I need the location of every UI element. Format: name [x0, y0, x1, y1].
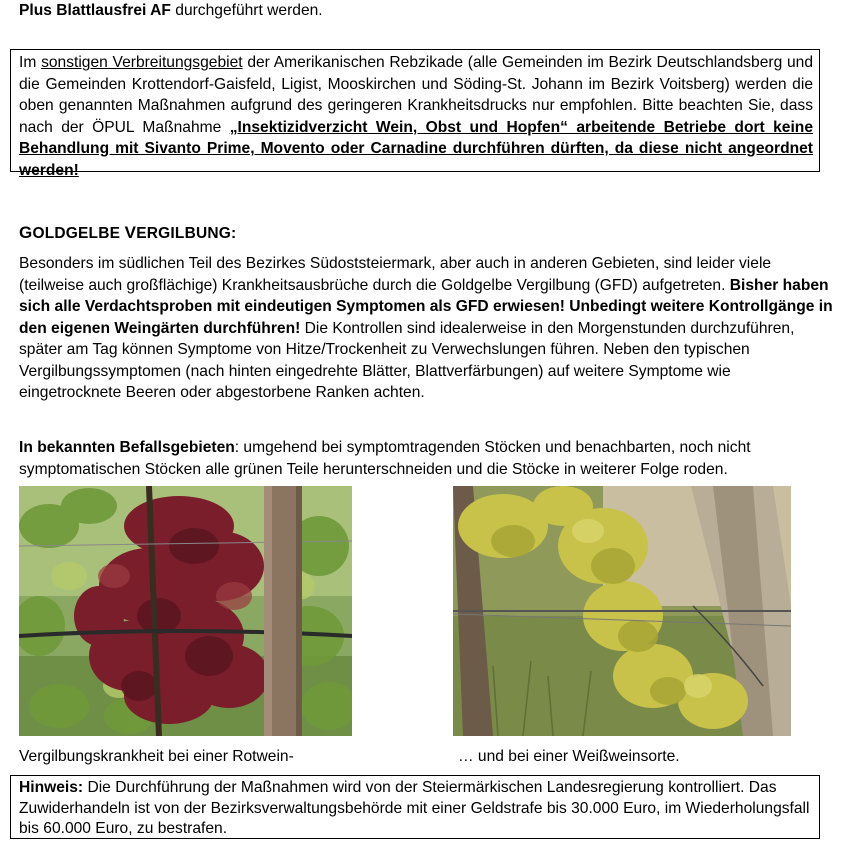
heading-cap-v: V [124, 223, 137, 242]
white-vine-illustration [453, 486, 791, 736]
notice-emphasis: „Insektizidverzicht Wein, Obst und Hopfen“ arbeitende Betriebe dort keine Behandlung mit Sivanto Prime, Movento oder Carnadine durchführen dürften, da diese nicht angeordnet werden! [19, 118, 813, 179]
para1-text-2: Die Kontrollen sind idealerweise in den Morgenstunden durchzuführen, später am Tag können Symptome von Hitze/Trockenheit zu Verwechslungen führen. Neben den typischen Vergilbungssymptomen (nach hinten eingedrehte Blätter, Blattverfärbungen) auf weitere Symptome wie eingetrocknete Beeren oder abgestorbene Ranken achten. [19, 319, 795, 401]
caption-red-wine: Vergilbungskrankheit bei einer Rotwein- [19, 748, 294, 765]
caption-white-wine: … und bei einer Weißweinsorte. [458, 748, 680, 765]
para1-text-1: Besonders im südlichen Teil des Bezirkes Südoststeiermark, aber auch in anderen Gebieten, sind leider viele (teilweise auch großflächige) Krankheitsausbrüche durch die Goldgelbe Vergilbung (GFD) aufgetreten. [19, 255, 772, 294]
enforcement-note-box [10, 775, 820, 839]
para2-bold-lead: In bekannten Befallsgebieten [19, 439, 235, 456]
heading-smallcaps-2: ERGILBUNG: [136, 225, 237, 242]
note-body: Die Durchführung der Maßnahmen wird von der Steiermärkischen Landesregierung kontrolliert. Das Zuwiderhandeln ist von der Bezirksverwaltungsbehörde mit einer Geldstrafe bis 30.000 Euro, im Wiederholungsfall bis 60.000 Euro, zu bestrafen. [19, 779, 810, 837]
product-name: Plus Blattlausfrei AF [19, 2, 171, 19]
notice-text-1: Im [19, 54, 42, 71]
continued-sentence [19, 0, 833, 22]
photo-red-wine-vine [19, 486, 352, 736]
distribution-area-notice-box [10, 49, 820, 179]
notice-underlined-term: sonstigen Verbreitungsgebiet [41, 54, 243, 71]
heading-smallcaps-1: OLDGELBE [32, 225, 125, 242]
sentence-end: durchgeführt werden. [170, 2, 323, 19]
heading-cap-g: G [19, 223, 33, 242]
section-heading-goldgelbe-vergilbung [19, 222, 833, 245]
paragraph-outbreaks [19, 253, 833, 404]
para1-bold-warning: Bisher haben sich alle Verdachtsproben mit eindeutigen Symptomen als GFD erwiesen! Unbedingt weitere Kontrollgänge in den eigenen Weingärten durchführen! [19, 276, 833, 337]
notice-text-2: der Amerikanischen Rebzikade (alle Gemeinden im Bezirk Deutschlandsberg und die Gemeinden Krottendorf-Gaisfeld, Ligist, Mooskirchen und Söding-St. Johann im Bezirk Voitsberg) werden die oben genannten Maßnahmen aufgrund des geringeren Krankheitsdrucks nur empfohlen. Bitte beachten Sie, dass nach der ÖPUL Maßnahme [19, 54, 813, 136]
para2-text: : umgehend bei symptomtragenden Stöcken und benachbarten, noch nicht symptomatischen Stöcken alle grünen Teile herunterschneiden und die Stöcke in weiterer Folge roden. [19, 439, 751, 478]
photo-white-wine-vine [453, 486, 791, 736]
note-label: Hinweis: [19, 779, 84, 796]
red-vine-illustration [19, 486, 352, 736]
distribution-area-notice-text [19, 52, 813, 181]
paragraph-known-areas [19, 437, 833, 480]
enforcement-note-text [19, 778, 813, 840]
